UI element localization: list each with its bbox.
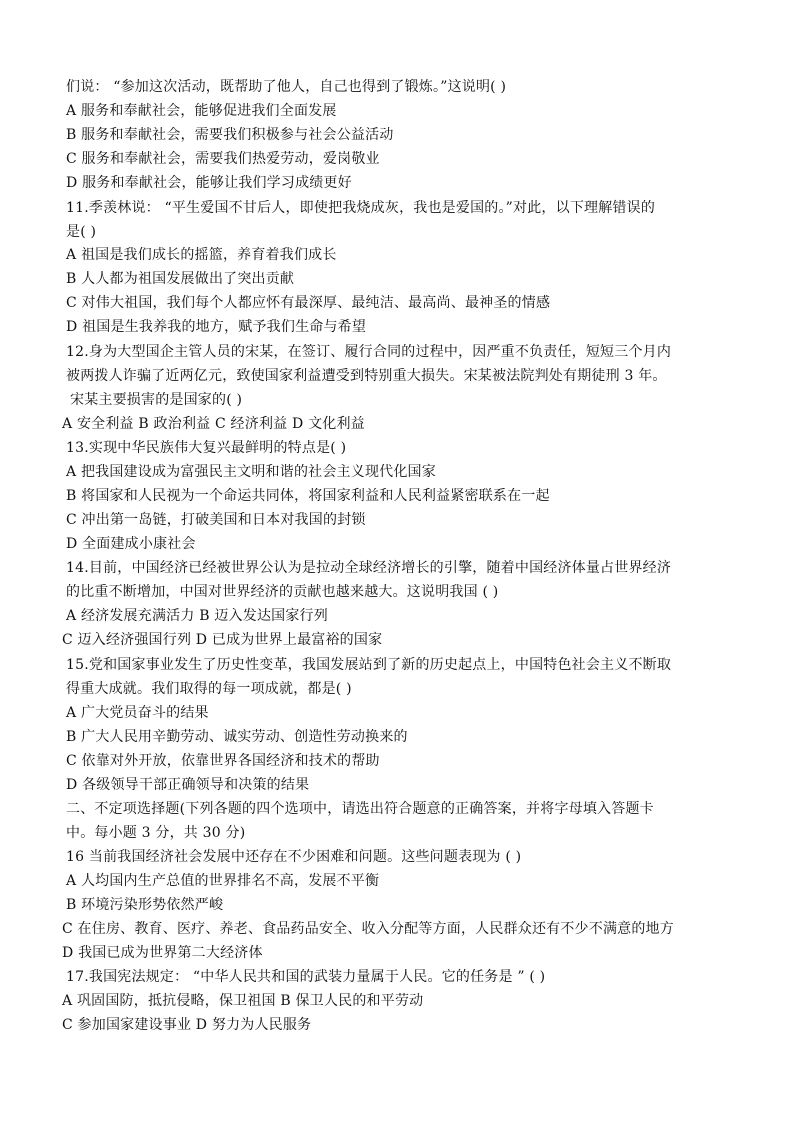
options-17-cd: C 参加国家建设事业 D 努力为人民服务: [62, 1017, 312, 1033]
options-17-ab: A 巩固国防，抵抗侵略，保卫祖国 B 保卫人民的和平劳动: [62, 993, 424, 1009]
option-10-d: D 服务和奉献社会，能够让我们学习成绩更好: [66, 175, 352, 191]
question-16: 16 当前我国经济社会发展中还存在不少困难和问题。这些问题表现为 ( ): [66, 849, 522, 865]
options-12: A 安全利益 B 政治利益 C 经济利益 D 文化利益: [62, 416, 365, 432]
option-11-d: D 祖国是生我养我的地方，赋予我们生命与希望: [66, 319, 367, 335]
question-11-line-2: 是( ): [66, 224, 97, 240]
question-15-line-2: 得重大成就。我们取得的每一项成就，都是( ): [66, 681, 352, 697]
option-11-a: A 祖国是我们成长的摇篮，养育着我们成长: [66, 247, 337, 263]
question-13: 13.实现中华民族伟大复兴最鲜明的特点是( ): [66, 440, 347, 456]
question-14-line-1: 14.目前，中国经济已经被世界公认为是拉动全球经济增长的引擎，随着中国经济体量占世界经济: [66, 560, 672, 576]
option-16-d: D 我国已成为世界第二大经济体: [62, 945, 263, 961]
question-12-line-3: 宋某主要损害的是国家的( ): [70, 392, 243, 408]
option-15-c: C 依靠对外开放，依靠世界各国经济和技术的帮助: [66, 753, 380, 769]
options-14-cd: C 迈入经济强国行列 D 已成为世界上最富裕的国家: [62, 632, 383, 648]
option-10-c: C 服务和奉献社会，需要我们热爱劳动，爱岗敬业: [66, 151, 380, 167]
option-16-b: B 环境污染形势依然严峻: [66, 897, 224, 913]
option-13-a: A 把我国建设成为富强民主文明和谐的社会主义现代化国家: [66, 464, 436, 480]
option-15-a: A 广大党员奋斗的结果: [66, 705, 209, 721]
option-11-b: B 人人都为祖国发展做出了突出贡献: [66, 271, 295, 287]
question-17: 17.我国宪法规定： “中华人民共和国的武装力量属于人民。它的任务是 ” ( ): [66, 969, 546, 985]
question-15-line-1: 15.党和国家事业发生了历史性变革，我国发展站到了新的历史起点上，中国特色社会主义不断取: [66, 657, 672, 673]
option-11-c: C 对伟大祖国，我们每个人都应怀有最深厚、最纯洁、最高尚、最神圣的情感: [66, 295, 551, 311]
option-10-a: A 服务和奉献社会，能够促进我们全面发展: [66, 103, 337, 119]
option-13-b: B 将国家和人民视为一个命运共同体，将国家利益和人民利益紧密联系在一起: [66, 488, 550, 504]
option-16-c: C 在住房、教育、医疗、养老、食品药品安全、收入分配等方面，人民群众还有不少不满意的地方: [62, 921, 674, 937]
option-16-a: A 人均国内生产总值的世界排名不高，发展不平衡: [66, 873, 380, 889]
section-2-heading-line-1: 二、不定项选择题(下列各题的四个选项中，请选出符合题意的正确答案，并将字母填入答题卡: [66, 801, 654, 817]
question-14-line-2: 的比重不断增加，中国对世界经济的贡献也越来越大。这说明我国 ( ): [66, 584, 499, 600]
question-11-line-1: 11.季羡林说： “平生爱国不甘后人，即使把我烧成灰，我也是爱国的。”对此，以下理解错误的: [66, 200, 656, 216]
question-12-line-1: 12.身为大型国企主管人员的宋某，在签订、履行合同的过程中，因严重不负责任，短短三个月内: [66, 344, 672, 360]
option-15-d: D 各级领导干部正确领导和决策的结果: [66, 777, 310, 793]
options-14-ab: A 经济发展充满活力 B 迈入发达国家行列: [66, 608, 328, 624]
text-line-continuation-10: 们说： “参加这次活动，既帮助了他人，自己也得到了锻炼。”这说明( ): [66, 79, 507, 95]
option-10-b: B 服务和奉献社会，需要我们积极参与社会公益活动: [66, 127, 394, 143]
option-15-b: B 广大人民用辛勤劳动、诚实劳动、创造性劳动换来的: [66, 729, 408, 745]
option-13-d: D 全面建成小康社会: [66, 536, 196, 552]
option-13-c: C 冲出第一岛链，打破美国和日本对我国的封锁: [66, 512, 366, 528]
question-12-line-2: 被两拨人诈骗了近两亿元，致使国家利益遭受到特别重大损失。宋某被法院判处有期徒刑 3 年。: [66, 368, 667, 384]
section-2-heading-line-2: 中。每小题 3 分，共 30 分): [66, 825, 246, 841]
